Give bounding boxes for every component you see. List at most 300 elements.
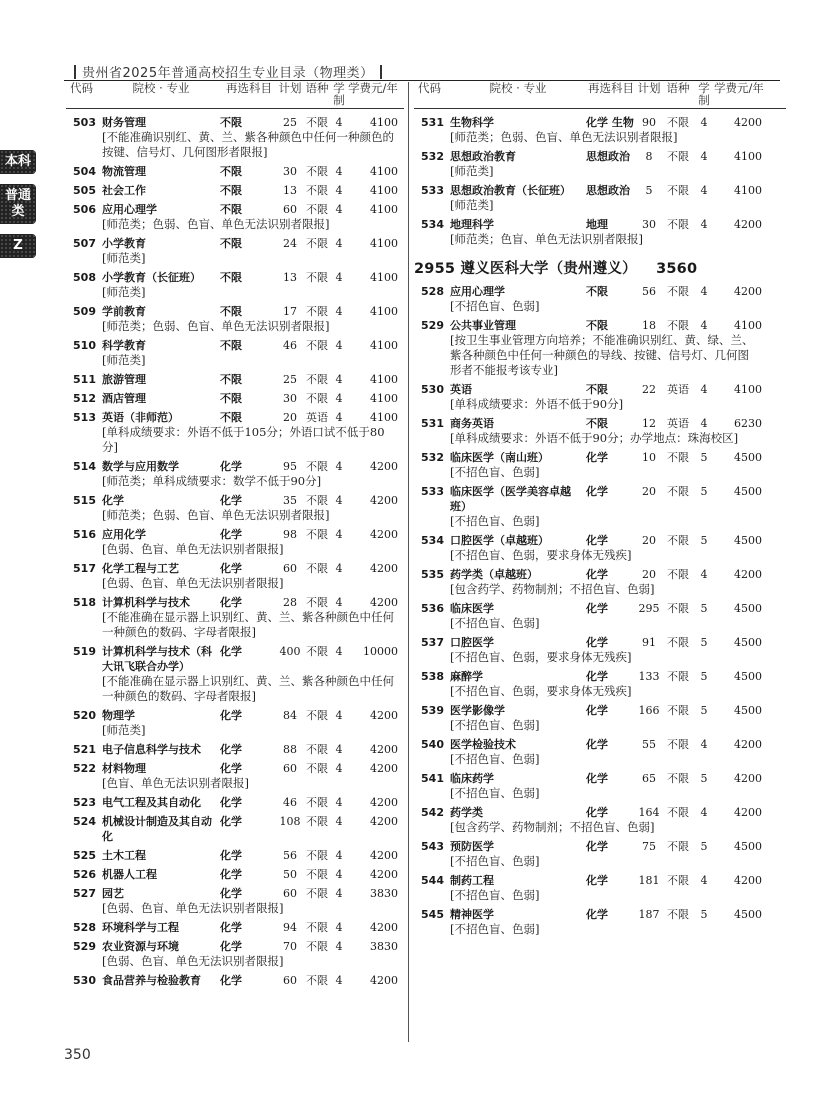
row-years: 4	[335, 116, 343, 129]
row-subject: 化学	[586, 670, 608, 683]
row-code: 535	[421, 568, 444, 581]
row-subject: 化学	[586, 704, 608, 717]
row-plan: 295	[638, 602, 660, 615]
table-row	[66, 338, 404, 368]
right-table-header	[414, 82, 786, 109]
table-row	[414, 669, 786, 699]
row-years: 4	[335, 815, 343, 828]
row-note: [师范类]	[102, 251, 146, 265]
row-program-name: 数学与应用数学	[102, 460, 179, 473]
row-lang: 不限	[667, 874, 689, 887]
row-fee: 4100	[370, 373, 398, 386]
table-row	[66, 270, 404, 300]
table-row	[414, 115, 786, 145]
row-fee: 4200	[734, 218, 762, 231]
row-fee: 4200	[370, 709, 398, 722]
header-bar-right	[380, 65, 382, 79]
right-column	[414, 82, 786, 941]
table-row	[66, 595, 404, 640]
row-note: [单科成绩要求：外语不低于105分；外语口试不低于80分]	[102, 425, 385, 454]
row-lang: 不限	[667, 602, 689, 615]
row-plan: 60	[283, 562, 297, 575]
row-years: 4	[700, 383, 708, 396]
row-plan: 13	[283, 271, 297, 284]
row-years: 4	[335, 494, 343, 507]
row-note: [色弱、色盲、单色无法识别者限报]	[102, 576, 284, 590]
table-row	[66, 304, 404, 334]
row-subject: 不限	[586, 383, 608, 396]
row-subject: 化学	[220, 596, 242, 609]
row-fee: 4100	[734, 150, 762, 163]
row-plan: 8	[645, 150, 653, 163]
row-years: 4	[335, 762, 343, 775]
row-program-name: 材料物理	[102, 762, 146, 775]
row-code: 540	[421, 738, 444, 751]
row-subject: 化学	[220, 868, 242, 881]
row-lang: 不限	[667, 806, 689, 819]
row-subject: 不限	[586, 319, 608, 332]
header-title: 贵州省2025年普通高校招生专业目录（物理类）	[82, 66, 374, 81]
th-fee: 学费元/年	[348, 81, 398, 95]
row-plan: 60	[283, 762, 297, 775]
row-program-name: 预防医学	[450, 840, 494, 853]
row-note: [不招色盲、色弱，要求身体无残疾]	[450, 684, 632, 698]
row-note: [不招色盲、色弱]	[450, 752, 540, 766]
row-years: 5	[700, 636, 708, 649]
row-years: 4	[335, 974, 343, 987]
row-program-name: 应用心理学	[450, 285, 505, 298]
row-program-name: 物理学	[102, 709, 135, 722]
row-plan: 5	[645, 184, 653, 197]
row-lang: 不限	[306, 373, 328, 386]
row-subject: 化学	[220, 494, 242, 507]
side-tag-undergrad: 本科	[0, 150, 36, 174]
row-years: 4	[335, 203, 343, 216]
row-note: [师范类；色弱、色盲、单色无法识别者限报]	[102, 217, 330, 231]
row-subject: 化学	[220, 921, 242, 934]
row-code: 532	[421, 451, 444, 464]
row-program-name: 园艺	[102, 887, 124, 900]
row-code: 508	[73, 271, 96, 284]
left-table-header	[66, 82, 404, 109]
row-plan: 164	[638, 806, 660, 819]
row-fee: 4100	[370, 237, 398, 250]
row-fee: 4500	[734, 840, 762, 853]
school-code: 2955	[414, 261, 456, 277]
row-plan: 60	[283, 974, 297, 987]
row-plan: 60	[283, 203, 297, 216]
row-plan: 50	[283, 868, 297, 881]
row-fee: 4200	[370, 921, 398, 934]
row-code: 511	[73, 373, 96, 386]
row-code: 526	[73, 868, 96, 881]
row-years: 5	[700, 534, 708, 547]
row-plan: 28	[283, 596, 297, 609]
row-code: 533	[421, 485, 444, 498]
row-program-name: 物流管理	[102, 165, 146, 178]
row-fee: 4200	[370, 562, 398, 575]
row-note: [按卫生事业管理方向培养；不能准确识别红、黄、绿、兰、紫各种颜色中任何一种颜色的导线、按键、信号灯、几何图形者不能报考该专业]	[450, 333, 754, 377]
table-row	[66, 115, 404, 160]
row-lang: 不限	[306, 596, 328, 609]
row-fee: 4200	[370, 494, 398, 507]
row-subject: 不限	[220, 184, 242, 197]
row-subject: 化学 生物	[586, 116, 634, 129]
table-row	[414, 382, 786, 412]
row-lang: 不限	[306, 184, 328, 197]
row-note: [色弱、色盲、单色无法识别者限报]	[102, 954, 284, 968]
row-fee: 4200	[370, 974, 398, 987]
row-years: 4	[335, 411, 343, 424]
row-note: [师范类]	[102, 723, 146, 737]
row-program-name: 化学	[102, 494, 124, 507]
row-code: 542	[421, 806, 444, 819]
row-note: [师范类]	[102, 285, 146, 299]
row-code: 529	[421, 319, 444, 332]
row-subject: 不限	[220, 305, 242, 318]
row-note: [色弱、色盲、单色无法识别者限报]	[102, 901, 284, 915]
row-subject: 化学	[586, 840, 608, 853]
row-fee: 4100	[370, 339, 398, 352]
row-note: [单科成绩要求：外语不低于90分；办学地点：珠海校区]	[450, 431, 739, 445]
row-program-name: 小学教育（长征班）	[102, 271, 201, 284]
row-note: [包含药学、药物制剂；不招色盲、色弱]	[450, 820, 655, 834]
row-fee: 4200	[370, 596, 398, 609]
header-bar-left	[74, 65, 76, 79]
row-program-name: 土木工程	[102, 849, 146, 862]
row-years: 5	[700, 908, 708, 921]
row-code: 522	[73, 762, 96, 775]
row-plan: 12	[642, 417, 656, 430]
row-years: 4	[335, 645, 343, 658]
row-plan: 20	[642, 568, 656, 581]
table-row	[414, 484, 786, 529]
row-note: [色弱、色盲、单色无法识别者限报]	[102, 542, 284, 556]
row-program-name: 临床医学	[450, 602, 494, 615]
table-row	[414, 737, 786, 767]
row-fee: 4200	[734, 738, 762, 751]
table-row	[414, 635, 786, 665]
row-lang: 英语	[667, 417, 689, 430]
table-row	[66, 561, 404, 591]
row-note: [不招色盲、色弱]	[450, 465, 540, 479]
table-row	[66, 183, 404, 198]
row-note: [不招色盲、色弱]	[450, 888, 540, 902]
row-plan: 187	[638, 908, 660, 921]
th-name: 院校 · 专业	[489, 81, 547, 95]
th-fee: 学费元/年	[714, 81, 764, 95]
row-years: 4	[700, 285, 708, 298]
row-note: [师范类；色弱、色盲、单色无法识别者限报]	[450, 130, 678, 144]
row-subject: 不限	[220, 373, 242, 386]
table-row	[66, 867, 404, 882]
side-tag-general: 普通类	[0, 184, 36, 224]
row-note: [不招色盲、色弱，要求身体无残疾]	[450, 548, 632, 562]
row-code: 544	[421, 874, 444, 887]
row-program-name: 食品营养与检验教育	[102, 974, 201, 987]
row-fee: 4500	[734, 534, 762, 547]
row-code: 523	[73, 796, 96, 809]
row-program-name: 社会工作	[102, 184, 146, 197]
row-fee: 6230	[734, 417, 762, 430]
row-fee: 4200	[370, 762, 398, 775]
row-note: [单科成绩要求：外语不低于90分]	[450, 397, 624, 411]
row-lang: 不限	[667, 738, 689, 751]
row-subject: 化学	[586, 485, 608, 498]
row-years: 4	[700, 806, 708, 819]
row-fee: 4200	[370, 815, 398, 828]
row-lang: 不限	[306, 762, 328, 775]
row-code: 531	[421, 116, 444, 129]
row-lang: 不限	[306, 645, 328, 658]
row-plan: 30	[283, 392, 297, 405]
row-plan: 10	[642, 451, 656, 464]
row-years: 4	[335, 849, 343, 862]
row-fee: 4100	[734, 184, 762, 197]
row-program-name: 电子信息科学与技术	[102, 743, 201, 756]
row-subject: 思想政治	[586, 150, 630, 163]
row-program-name: 商务英语	[450, 417, 494, 430]
row-fee: 4100	[734, 383, 762, 396]
row-subject: 化学	[586, 908, 608, 921]
row-years: 4	[335, 528, 343, 541]
row-code: 521	[73, 743, 96, 756]
row-program-name: 应用化学	[102, 528, 146, 541]
row-fee: 10000	[363, 645, 398, 658]
row-years: 4	[700, 319, 708, 332]
row-plan: 17	[283, 305, 297, 318]
left-column	[66, 82, 404, 992]
row-code: 518	[73, 596, 96, 609]
row-years: 4	[335, 184, 343, 197]
row-subject: 不限	[586, 417, 608, 430]
table-row	[414, 416, 786, 446]
row-subject: 不限	[220, 116, 242, 129]
row-lang: 不限	[306, 528, 328, 541]
row-fee: 4200	[370, 460, 398, 473]
running-header	[68, 62, 388, 81]
row-years: 4	[335, 305, 343, 318]
row-code: 545	[421, 908, 444, 921]
row-plan: 166	[638, 704, 660, 717]
row-subject: 化学	[586, 772, 608, 785]
row-code: 514	[73, 460, 96, 473]
row-program-name: 思想政治教育（长征班）	[450, 184, 571, 197]
row-plan: 181	[638, 874, 660, 887]
row-fee: 4500	[734, 908, 762, 921]
table-row	[66, 236, 404, 266]
table-row	[66, 527, 404, 557]
row-lang: 不限	[667, 451, 689, 464]
row-lang: 不限	[306, 849, 328, 862]
row-lang: 不限	[306, 709, 328, 722]
row-years: 4	[700, 738, 708, 751]
row-years: 4	[335, 921, 343, 934]
th-years: 学制	[698, 81, 710, 107]
row-code: 541	[421, 772, 444, 785]
row-lang: 不限	[306, 494, 328, 507]
row-program-name: 临床医学（南山班）	[450, 451, 549, 464]
row-fee: 4200	[734, 285, 762, 298]
row-plan: 133	[638, 670, 660, 683]
row-code: 507	[73, 237, 96, 250]
row-subject: 化学	[586, 534, 608, 547]
row-program-name: 临床医学（医学美容卓越班）	[450, 485, 571, 513]
row-lang: 不限	[306, 974, 328, 987]
row-program-name: 口腔医学（卓越班）	[450, 534, 549, 547]
row-subject: 化学	[220, 849, 242, 862]
row-subject: 化学	[220, 887, 242, 900]
row-lang: 不限	[306, 743, 328, 756]
row-years: 4	[335, 373, 343, 386]
row-years: 4	[335, 796, 343, 809]
row-note: [师范类]	[450, 164, 494, 178]
row-lang: 不限	[667, 184, 689, 197]
table-row	[66, 795, 404, 810]
table-row	[66, 920, 404, 935]
row-fee: 4200	[370, 849, 398, 862]
row-program-name: 农业资源与环境	[102, 940, 179, 953]
table-row	[414, 183, 786, 213]
row-fee: 3830	[370, 940, 398, 953]
row-note: [不招色盲、色弱]	[450, 922, 540, 936]
row-years: 4	[700, 150, 708, 163]
row-lang: 不限	[667, 840, 689, 853]
row-plan: 400	[279, 645, 301, 658]
row-plan: 13	[283, 184, 297, 197]
row-subject: 化学	[586, 568, 608, 581]
row-plan: 56	[642, 285, 656, 298]
row-plan: 108	[279, 815, 301, 828]
row-fee: 4200	[734, 568, 762, 581]
row-years: 5	[700, 772, 708, 785]
row-years: 4	[700, 116, 708, 129]
table-row	[414, 284, 786, 314]
row-plan: 94	[283, 921, 297, 934]
row-code: 512	[73, 392, 96, 405]
row-code: 524	[73, 815, 96, 828]
row-subject: 化学	[220, 815, 242, 828]
table-row	[66, 410, 404, 455]
table-row	[414, 533, 786, 563]
school-heading	[414, 257, 786, 278]
row-subject: 不限	[220, 339, 242, 352]
row-subject: 不限	[220, 392, 242, 405]
table-row	[414, 873, 786, 903]
row-plan: 75	[642, 840, 656, 853]
row-lang: 不限	[306, 815, 328, 828]
row-code: 539	[421, 704, 444, 717]
row-plan: 18	[642, 319, 656, 332]
row-plan: 20	[642, 534, 656, 547]
row-years: 4	[335, 460, 343, 473]
table-row	[414, 601, 786, 631]
row-code: 531	[421, 417, 444, 430]
table-row	[414, 805, 786, 835]
table-row	[66, 644, 404, 704]
row-years: 4	[335, 743, 343, 756]
row-note: [不招色盲、色弱]	[450, 854, 540, 868]
row-subject: 不限	[586, 285, 608, 298]
row-fee: 4100	[734, 319, 762, 332]
row-code: 509	[73, 305, 96, 318]
row-code: 543	[421, 840, 444, 853]
row-program-name: 旅游管理	[102, 373, 146, 386]
row-years: 5	[700, 451, 708, 464]
row-note: [师范类]	[450, 198, 494, 212]
th-subject: 再选科目	[588, 81, 634, 95]
row-code: 520	[73, 709, 96, 722]
row-code: 532	[421, 150, 444, 163]
row-lang: 不限	[306, 562, 328, 575]
row-subject: 化学	[220, 974, 242, 987]
row-years: 5	[700, 704, 708, 717]
row-note: [不能准确识别红、黄、兰、紫各种颜色中任何一种颜色的按键、信号灯、几何图形者限报]	[102, 130, 394, 159]
row-subject: 不限	[220, 237, 242, 250]
row-program-name: 电气工程及其自动化	[102, 796, 201, 809]
row-lang: 不限	[667, 704, 689, 717]
row-years: 4	[700, 218, 708, 231]
row-fee: 4500	[734, 451, 762, 464]
row-code: 530	[421, 383, 444, 396]
page-number: 350	[64, 1047, 91, 1063]
row-code: 528	[73, 921, 96, 934]
row-program-name: 地理科学	[450, 218, 494, 231]
right-rows-a	[414, 115, 786, 251]
row-note: [不能准确在显示器上识别红、黄、兰、紫各种颜色中任何一种颜色的数码、字母者限报]	[102, 610, 394, 639]
row-program-name: 酒店管理	[102, 392, 146, 405]
row-lang: 不限	[667, 116, 689, 129]
row-fee: 4500	[734, 670, 762, 683]
row-program-name: 小学教育	[102, 237, 146, 250]
row-years: 4	[335, 237, 343, 250]
column-divider	[408, 82, 409, 1042]
row-program-name: 医学检验技术	[450, 738, 516, 751]
row-note: [不能准确在显示器上识别红、黄、兰、紫各种颜色中任何一种颜色的数码、字母者限报]	[102, 674, 394, 703]
table-row	[66, 973, 404, 988]
row-plan: 90	[642, 116, 656, 129]
row-note: [不招色盲、色弱]	[450, 514, 540, 528]
side-tags	[0, 150, 40, 268]
row-lang: 不限	[667, 319, 689, 332]
row-note: [师范类]	[102, 353, 146, 367]
row-fee: 4100	[370, 271, 398, 284]
row-code: 529	[73, 940, 96, 953]
row-lang: 不限	[667, 150, 689, 163]
row-code: 506	[73, 203, 96, 216]
row-code: 536	[421, 602, 444, 615]
th-plan: 计划	[278, 81, 302, 95]
row-subject: 化学	[220, 762, 242, 775]
th-lang: 语种	[666, 81, 690, 95]
row-program-name: 计算机科学与技术	[102, 596, 190, 609]
row-code: 534	[421, 534, 444, 547]
row-years: 4	[700, 874, 708, 887]
row-plan: 30	[642, 218, 656, 231]
table-row	[66, 202, 404, 232]
table-row	[414, 907, 786, 937]
row-lang: 不限	[667, 670, 689, 683]
table-row	[66, 391, 404, 406]
row-fee: 4200	[734, 874, 762, 887]
row-code: 504	[73, 165, 96, 178]
table-row	[66, 886, 404, 916]
row-plan: 84	[283, 709, 297, 722]
row-plan: 35	[283, 494, 297, 507]
row-subject: 化学	[220, 460, 242, 473]
row-program-name: 应用心理学	[102, 203, 157, 216]
row-fee: 4100	[370, 305, 398, 318]
